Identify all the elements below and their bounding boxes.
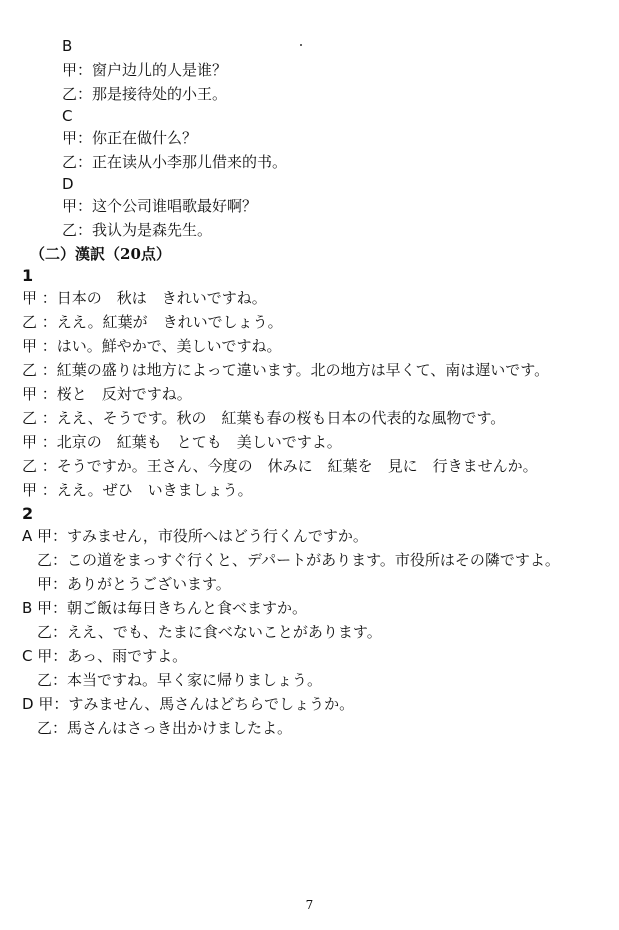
part-2-line: 乙：本当ですね。早く家に帰りましょう。 bbox=[22, 671, 323, 689]
part-1-line: 甲 ：日本の 秋は きれいですね。 bbox=[22, 289, 267, 307]
part-2-line: 乙：ええ、でも、たまに食べないことがあります。 bbox=[22, 623, 382, 641]
section-b-line-1: 甲：窗户边儿的人是谁？ bbox=[62, 61, 228, 79]
section-d-line-2: 乙：我认为是森先生。 bbox=[62, 221, 213, 239]
speck-mark bbox=[300, 44, 302, 46]
part-2-number: 2 bbox=[22, 504, 34, 523]
part-2-line: 甲：ありがとうございます。 bbox=[22, 575, 231, 593]
section-heading: （二）漢訳（20点） bbox=[30, 245, 171, 263]
part-2-line: 乙：この道をまっすぐ行くと、デパートがあります。市役所はその隣ですよ。 bbox=[22, 551, 560, 569]
part-2-line: D 甲：すみません、馬さんはどちらでしょうか。 bbox=[22, 695, 355, 713]
part-1-line: 乙 ：ええ。紅葉が きれいでしょう。 bbox=[22, 313, 283, 331]
section-c-line-2: 乙：正在读从小李那儿借来的书。 bbox=[62, 153, 288, 171]
part-1-number: 1 bbox=[22, 266, 34, 285]
part-2-line: 乙：馬さんはさっき出かけましたよ。 bbox=[22, 719, 293, 737]
section-b-line-2: 乙：那是接待处的小王。 bbox=[62, 85, 228, 103]
part-1-line: 乙 ：紅葉の盛りは地方によって違います。北の地方は早くて、南は遅いです。 bbox=[22, 361, 550, 379]
section-b-label: B bbox=[62, 37, 73, 55]
section-d-line-1: 甲：这个公司谁唱歌最好啊？ bbox=[62, 197, 258, 215]
part-2-line: C 甲：あっ、雨ですよ。 bbox=[22, 647, 188, 665]
part-1-line: 甲 ：はい。鮮やかで、美しいですね。 bbox=[22, 337, 282, 355]
page-number: 7 bbox=[305, 898, 314, 912]
section-c-label: C bbox=[62, 107, 73, 125]
section-d-label: D bbox=[62, 175, 74, 193]
part-1-line: 乙 ：そうですか。王さん、今度の 休みに 紅葉を 見に 行きませんか。 bbox=[22, 457, 538, 475]
part-1-line: 甲 ：北京の 紅葉も とても 美しいですよ。 bbox=[22, 433, 342, 451]
part-1-line: 甲 ：桜と 反対ですね。 bbox=[22, 385, 192, 403]
part-1-line: 甲 ：ええ。ぜひ いきましょう。 bbox=[22, 481, 253, 499]
part-2-line: B 甲：朝ご飯は毎日きちんと食べますか。 bbox=[22, 599, 308, 617]
part-2-line: A 甲：すみません，市役所へはどう行くんですか。 bbox=[22, 527, 368, 545]
section-c-line-1: 甲：你正在做什么？ bbox=[62, 129, 198, 147]
part-1-line: 乙 ：ええ、そうです。秋の 紅葉も春の桜も日本の代表的な風物です。 bbox=[22, 409, 506, 427]
